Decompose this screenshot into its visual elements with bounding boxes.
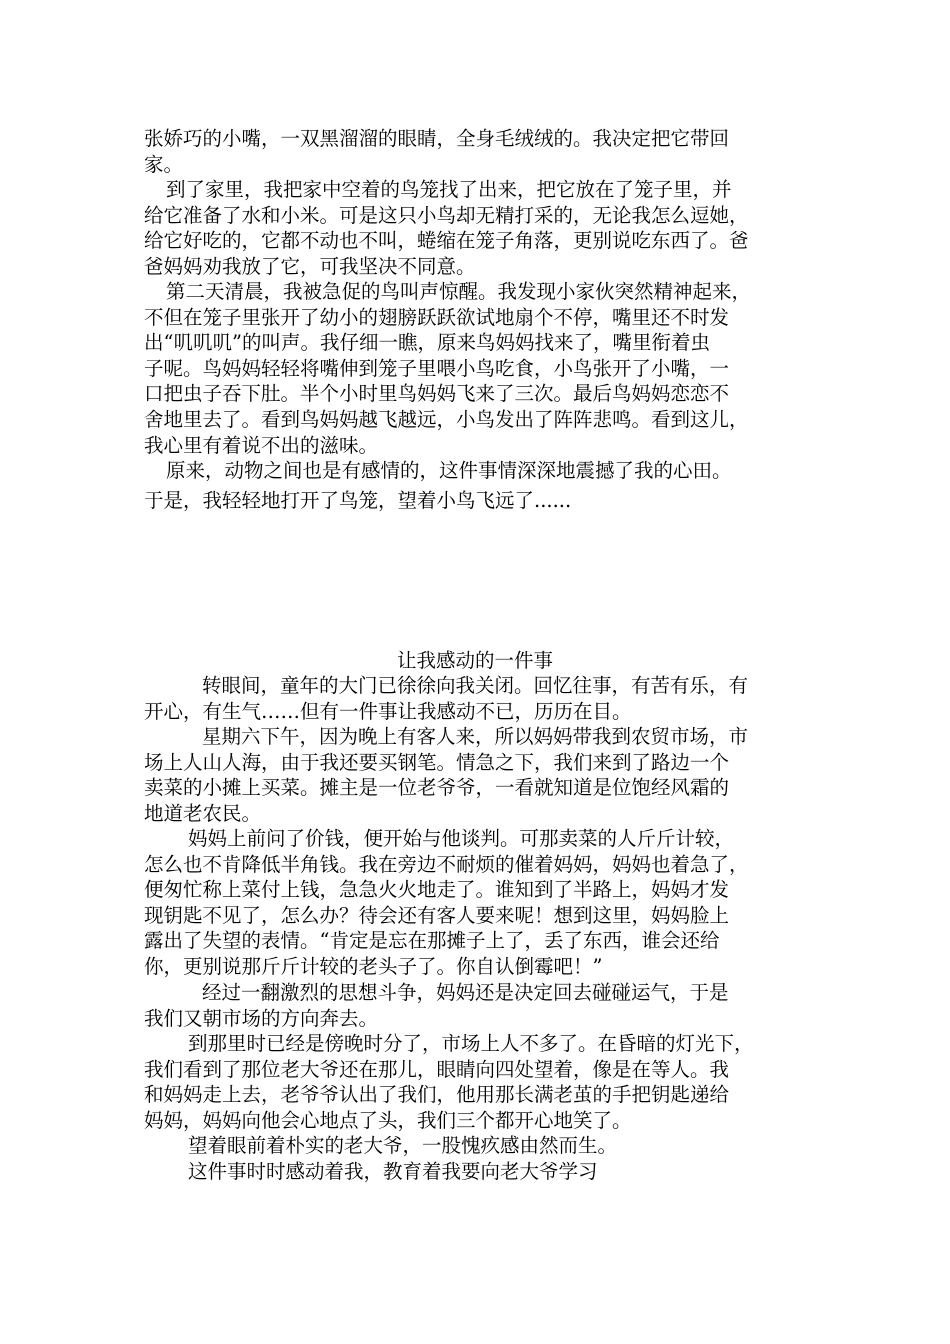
text-line: 给它准备了水和小米。可是这只小鸟却无精打采的，无论我怎么逗她， — [144, 203, 749, 227]
story2-paragraph-5 — [144, 1031, 808, 1133]
story2-paragraph-6 — [144, 1133, 808, 1159]
text-line: 场上人山人海，由于我还要买钢笔。情急之下，我们来到了路边一个 — [144, 750, 730, 774]
text-line: 转眼间，童年的大门已徐徐向我关闭。回忆往事，有苦有乐，有 — [202, 674, 749, 697]
text-line: 子呢。鸟妈妈轻轻将嘴伸到笼子里喂小鸟吃食，小鸟张开了小嘴，一 — [144, 356, 730, 380]
text-line: 家。 — [144, 152, 184, 176]
text-line: 经过一翻激烈的思想斗争，妈妈还是决定回去碰碰运气，于是 — [202, 981, 729, 1004]
text-line: 原来，动物之间也是有感情的，这件事情深深地震撼了我的心田。 — [166, 459, 732, 482]
story1-paragraph-1 — [144, 126, 808, 177]
story2-paragraph-3 — [144, 826, 808, 980]
story1-paragraph-2 — [144, 177, 808, 279]
text-line: 我们看到了那位老大爷还在那儿，眼睛向四处望着，像是在等人。我 — [144, 1057, 730, 1081]
text-line: 第二天清晨，我被急促的鸟叫声惊醒。我发现小家伙突然精神起来， — [166, 280, 752, 303]
text-line: 星期六下午，因为晚上有客人来，所以妈妈带我到农贸市场，市 — [202, 725, 749, 748]
story1-paragraph-5 — [144, 488, 808, 514]
text-line: 到那里时已经是傍晚时分了，市场上人不多了。在昏暗的灯光下， — [188, 1032, 754, 1055]
text-line: 地道老农民。 — [144, 801, 262, 825]
text-line: 妈妈上前问了价钱，便开始与他谈判。可那卖菜的人斤斤计较， — [188, 827, 735, 850]
text-line: 舍地里去了。看到鸟妈妈越飞越远，小鸟发出了阵阵悲鸣。看到这儿， — [144, 407, 749, 431]
story2-paragraph-4 — [144, 980, 808, 1031]
story2-paragraph-7 — [144, 1159, 808, 1185]
text-line: 望着眼前着朴实的老大爷，一股愧疚感由然而生。 — [188, 1134, 618, 1157]
text-line: 便匆忙称上菜付上钱，急急火火地走了。谁知到了半路上，妈妈才发 — [144, 878, 730, 902]
text-line: 于是，我轻轻地打开了鸟笼，望着小鸟飞远了...... — [144, 489, 572, 512]
text-line: 我们又朝市场的方向奔去。 — [144, 1006, 379, 1030]
text-line: 和妈妈走上去，老爷爷认出了我们，他用那长满老茧的手把钥匙递给 — [144, 1083, 730, 1107]
text-line: 我心里有着说不出的滋味。 — [144, 433, 379, 457]
text-line: 开心，有生气……但有一件事让我感动不已，历历在目。 — [144, 699, 632, 723]
text-line: 张娇巧的小嘴，一双黑溜溜的眼睛，全身毛绒绒的。我决定把它带回 — [144, 127, 730, 150]
text-line: 怎么也不肯降低半角钱。我在旁边不耐烦的催着妈妈，妈妈也着急了， — [144, 852, 749, 876]
text-line: 口把虫子吞下肚。半个小时里鸟妈妈飞来了三次。最后鸟妈妈恋恋不 — [144, 382, 730, 406]
text-line: 卖菜的小摊上买菜。摊主是一位老爷爷，一看就知道是位饱经风霜的 — [144, 776, 730, 800]
text-line: 到了家里，我把家中空着的鸟笼找了出来，把它放在了笼子里，并 — [166, 178, 732, 201]
text-line: 你，更别说那斤斤计较的老头子了。你自认倒霉吧！” — [144, 954, 603, 978]
text-line: 这件事时时感动着我，教育着我要向老大爷学习 — [188, 1160, 598, 1183]
text-line: 妈妈，妈妈向他会心地点了头，我们三个都开心地笑了。 — [144, 1108, 632, 1132]
story2-paragraph-2 — [144, 724, 808, 826]
text-line: 不但在笼子里张开了幼小的翅膀跃跃欲试地扇个不停，嘴里还不时发 — [144, 305, 730, 329]
text-line: 现钥匙不见了，怎么办？待会还有客人要来呢！想到这里，妈妈脸上 — [144, 903, 730, 927]
text-line: 给它好吃的，它都不动也不叫，蜷缩在笼子角落，更别说吃东西了。爸 — [144, 229, 749, 253]
story1-paragraph-3 — [144, 279, 808, 458]
story2-paragraph-1 — [144, 673, 808, 724]
story1-paragraph-4 — [144, 458, 808, 484]
text-line: 爸妈妈劝我放了它，可我坚决不同意。 — [144, 254, 476, 278]
text-line: 露出了失望的表情。“肯定是忘在那摊子上了，丢了东西，谁会还给 — [144, 929, 720, 953]
text-line: 出“叽叽叽”的叫声。我仔细一瞧，原来鸟妈妈找来了，嘴里衔着虫 — [144, 331, 710, 355]
story2-title: 让我感动的一件事 — [396, 649, 553, 672]
